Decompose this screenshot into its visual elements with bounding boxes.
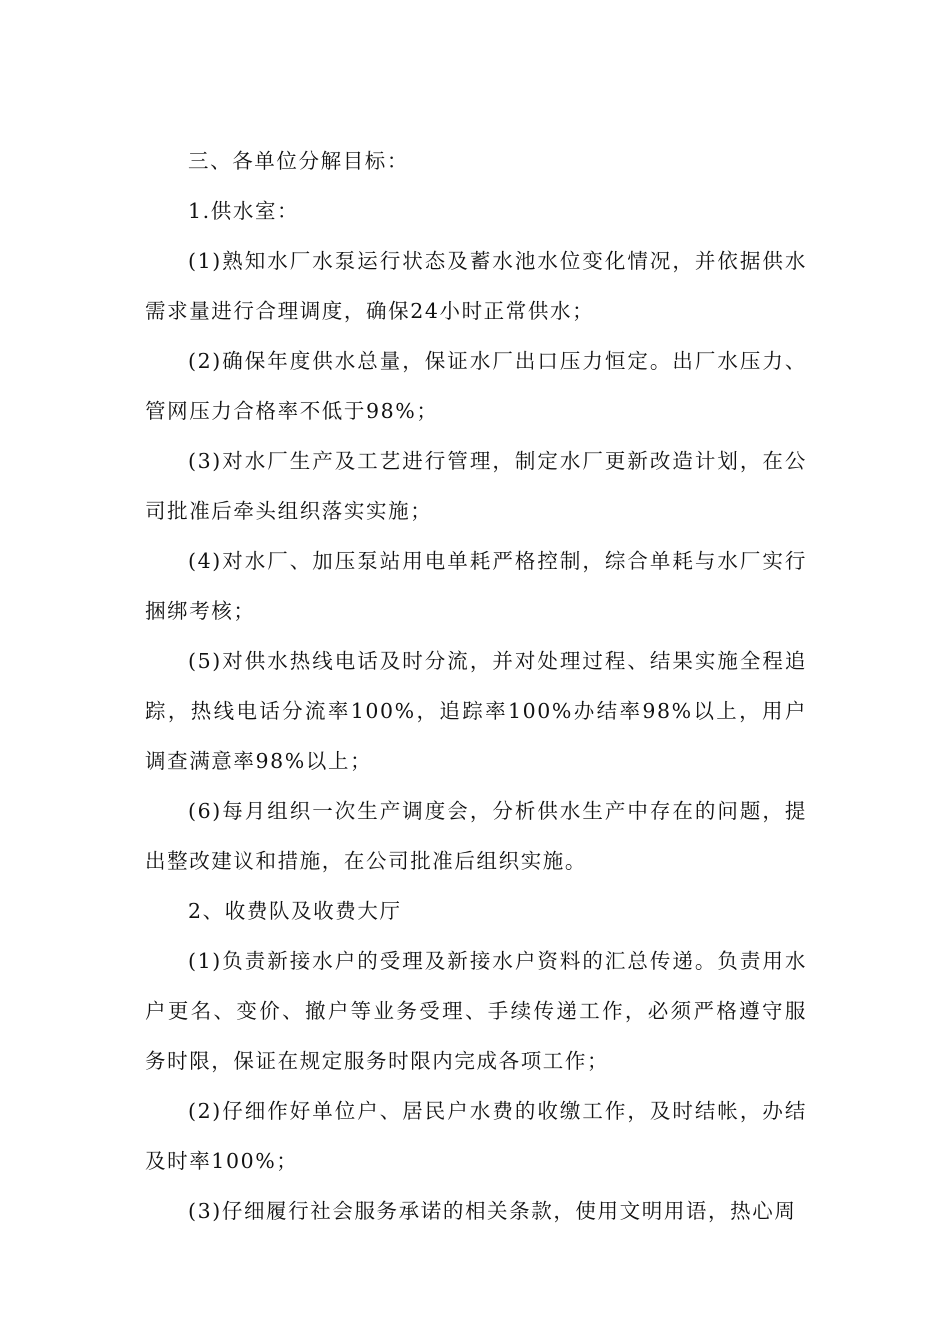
paragraph-item-5: (5)对供水热线电话及时分流，并对处理过程、结果实施全程追踪，热线电话分流率100%，追踪率100%办结率98%以上，用户调查满意率98%以上； xyxy=(145,649,807,773)
paragraph-billing-item-1: (1)负责新接水户的受理及新接水户资料的汇总传递。负责用水户更名、变价、撤户等业务受理、手续传递工作，必须严格遵守服务时限，保证在规定服务时限内完成各项工作； xyxy=(145,949,807,1073)
paragraph-item-4: (4)对水厂、加压泵站用电单耗严格控制，综合单耗与水厂实行捆绑考核； xyxy=(145,549,807,623)
paragraph-billing-item-2: (2)仔细作好单位户、居民户水费的收缴工作，及时结帐，办结及时率100%； xyxy=(145,1099,807,1173)
paragraph-item-3: (3)对水厂生产及工艺进行管理，制定水厂更新改造计划，在公司批准后牵头组织落实实施； xyxy=(145,449,807,523)
document-body xyxy=(145,136,807,1236)
section-heading: 三、各单位分解目标： xyxy=(188,149,409,173)
paragraph-item-2: (2)确保年度供水总量，保证水厂出口压力恒定。出厂水压力、管网压力合格率不低于98%； xyxy=(145,349,807,423)
subsection-heading-billing-team: 2、收费队及收费大厅 xyxy=(188,899,402,923)
paragraph-item-6: (6)每月组织一次生产调度会，分析供水生产中存在的问题，提出整改建议和措施，在公司批准后组织实施。 xyxy=(145,799,807,873)
paragraph-item-1: (1)熟知水厂水泵运行状态及蓄水池水位变化情况，并依据供水需求量进行合理调度，确保24小时正常供水； xyxy=(145,249,807,323)
paragraph-billing-item-3: (3)仔细履行社会服务承诺的相关条款，使用文明用语，热心周 xyxy=(188,1199,797,1223)
subsection-heading-water-supply-office: 1.供水室： xyxy=(188,199,300,223)
